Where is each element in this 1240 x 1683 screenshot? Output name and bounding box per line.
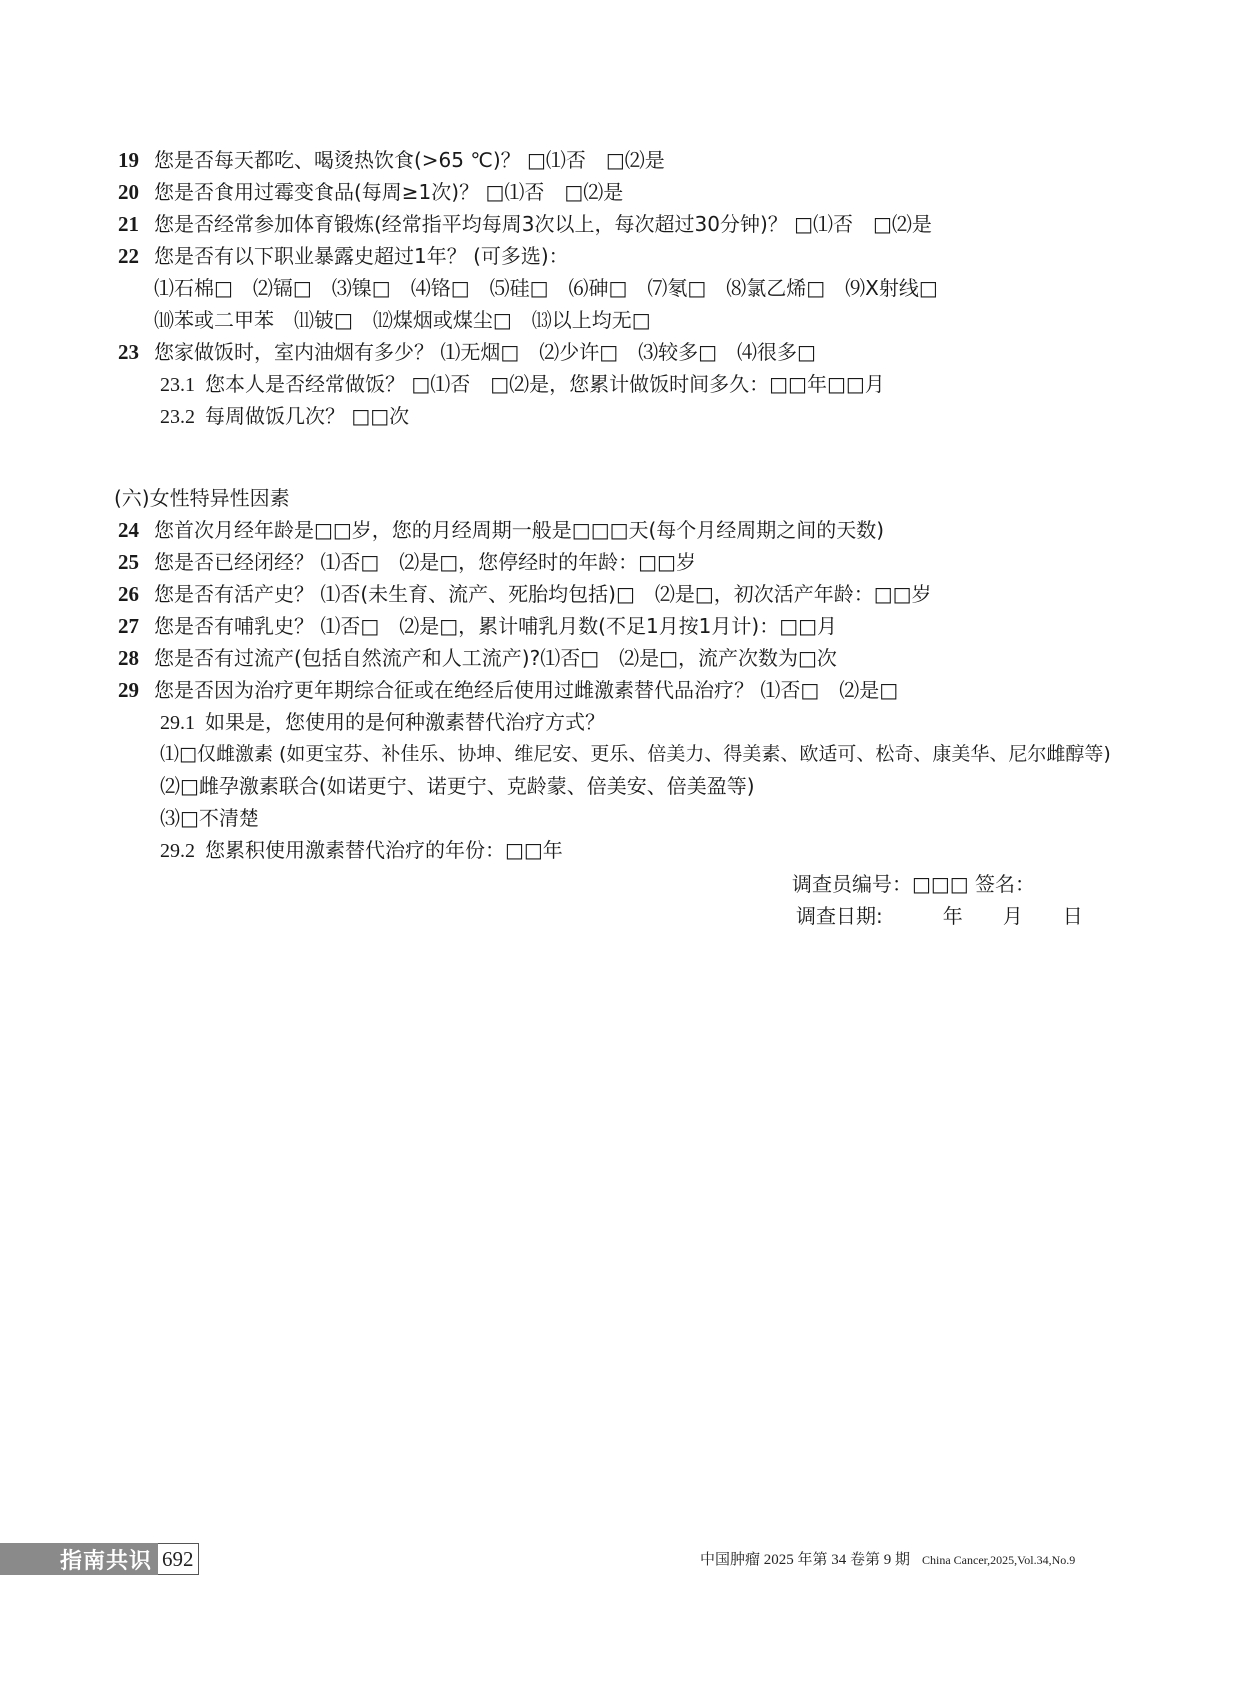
question-25 bbox=[118, 548, 696, 576]
q22-options-row2: ⑽苯或二甲苯 ⑾铍□ ⑿煤烟或煤尘□ ⒀以上均无□ bbox=[154, 308, 651, 332]
question-29-1 bbox=[160, 708, 605, 736]
question-text: 您是否每天都吃、喝烫热饮食(>65 ℃)？ □⑴否 □⑵是 bbox=[154, 148, 665, 172]
subquestion-text: 每周做饭几次？ □□次 bbox=[205, 404, 410, 428]
question-22 bbox=[118, 242, 569, 270]
question-text: 您是否有活产史？ ⑴否(未生育、流产、死胎均包括)□ ⑵是□，初次活产年龄：□□岁 bbox=[154, 582, 932, 606]
question-text: 您家做饭时，室内油烟有多少？ ⑴无烟□ ⑵少许□ ⑶较多□ ⑷很多□ bbox=[154, 340, 816, 364]
journal-name-cn: 中国肿瘤 2025 年第 34 卷第 9 期 bbox=[700, 1552, 911, 1568]
page-number: 692 bbox=[158, 1543, 199, 1575]
question-number: 26 bbox=[118, 582, 139, 606]
subquestion-number: 23.1 bbox=[160, 374, 195, 396]
question-29-2 bbox=[160, 836, 563, 864]
question-19 bbox=[118, 146, 665, 174]
q29-option-1: ⑴□仅雌激素 (如更宝芬、补佳乐、协坤、维尼安、更乐、倍美力、得美素、欧适可、松奇、康美华、尼尔雌醇等) bbox=[160, 743, 1111, 765]
question-number: 24 bbox=[118, 518, 139, 542]
journal-info bbox=[700, 1548, 1075, 1569]
question-number: 29 bbox=[118, 678, 139, 702]
subquestion-number: 29.2 bbox=[160, 840, 195, 862]
section-title: (六)女性特异性因素 bbox=[114, 486, 290, 510]
question-23 bbox=[118, 338, 816, 366]
question-number: 28 bbox=[118, 646, 139, 670]
question-text: 您是否经常参加体育锻炼(经常指平均每周3次以上，每次超过30分钟)？ □⑴否 □⑵是 bbox=[154, 212, 932, 236]
question-text: 您是否有哺乳史？ ⑴否□ ⑵是□，累计哺乳月数(不足1月按1月计)：□□月 bbox=[154, 614, 837, 638]
subquestion-number: 23.2 bbox=[160, 406, 195, 428]
subquestion-text: 您累积使用激素替代治疗的年份：□□年 bbox=[205, 838, 563, 862]
question-number: 22 bbox=[118, 244, 139, 268]
subquestion-text: 您本人是否经常做饭？ □⑴否 □⑵是，您累计做饭时间多久：□□年□□月 bbox=[205, 372, 885, 396]
question-number: 20 bbox=[118, 180, 139, 204]
q22-options-row1: ⑴石棉□ ⑵镉□ ⑶镍□ ⑷铬□ ⑸硅□ ⑹砷□ ⑺氡□ ⑻氯乙烯□ ⑼X射线□ bbox=[154, 276, 938, 300]
question-23-1 bbox=[160, 370, 885, 398]
footer-section-tag bbox=[0, 1543, 199, 1575]
question-27 bbox=[118, 612, 837, 640]
question-28 bbox=[118, 644, 837, 672]
question-number: 25 bbox=[118, 550, 139, 574]
question-number: 19 bbox=[118, 148, 139, 172]
question-26 bbox=[118, 580, 932, 608]
question-text: 您是否有以下职业暴露史超过1年？ (可多选)： bbox=[154, 244, 569, 268]
subquestion-text: 如果是，您使用的是何种激素替代治疗方式？ bbox=[205, 710, 605, 734]
section-tag-label: 指南共识 bbox=[0, 1543, 158, 1575]
journal-name-en: China Cancer,2025,Vol.34,No.9 bbox=[922, 1553, 1076, 1567]
question-text: 您是否已经闭经？ ⑴否□ ⑵是□，您停经时的年龄：□□岁 bbox=[154, 550, 696, 574]
investigator-id-line: 调查员编号：□□□ 签名： bbox=[792, 872, 1036, 896]
question-29 bbox=[118, 676, 898, 704]
question-number: 23 bbox=[118, 340, 139, 364]
q29-option-3: ⑶□不清楚 bbox=[160, 806, 259, 830]
question-text: 您是否有过流产(包括自然流产和人工流产)?⑴否□ ⑵是□，流产次数为□次 bbox=[154, 646, 837, 670]
question-number: 27 bbox=[118, 614, 139, 638]
survey-date-line: 调查日期: 年 月 日 bbox=[796, 904, 1083, 928]
question-24 bbox=[118, 516, 884, 544]
question-text: 您是否因为治疗更年期综合征或在绝经后使用过雌激素替代品治疗？ ⑴否□ ⑵是□ bbox=[154, 678, 899, 702]
question-text: 您首次月经年龄是□□岁，您的月经周期一般是□□□天(每个月经周期之间的天数) bbox=[154, 518, 885, 542]
question-20 bbox=[118, 178, 623, 206]
subquestion-number: 29.1 bbox=[160, 712, 195, 734]
question-23-2 bbox=[160, 402, 409, 430]
question-number: 21 bbox=[118, 212, 139, 236]
question-text: 您是否食用过霉变食品(每周≥1次)？ □⑴否 □⑵是 bbox=[154, 180, 624, 204]
question-21 bbox=[118, 210, 932, 238]
q29-option-2: ⑵□雌孕激素联合(如诺更宁、诺更宁、克龄蒙、倍美安、倍美盈等) bbox=[160, 774, 755, 798]
